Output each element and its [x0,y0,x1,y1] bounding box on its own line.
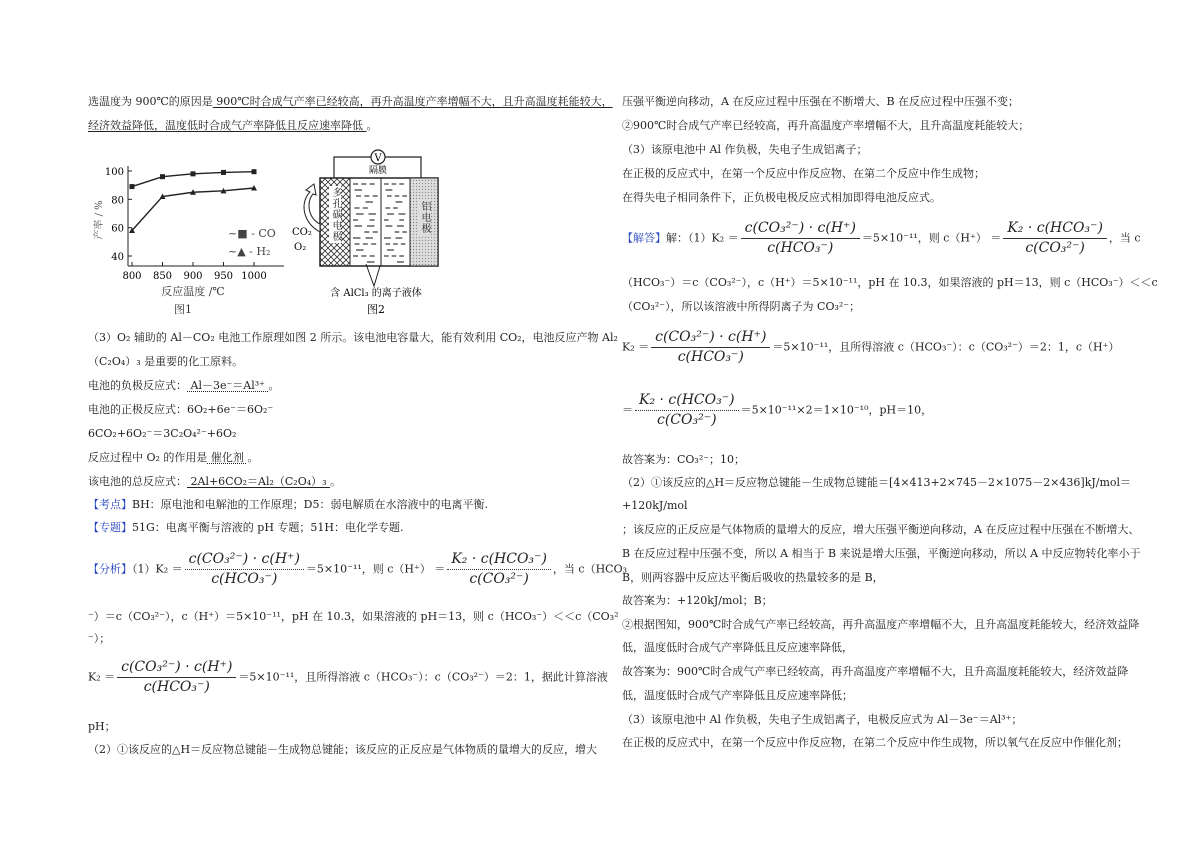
text-line [88,119,378,133]
text-line: pH； [88,720,116,733]
answer-blank: 催化剂 [207,451,248,464]
legend-h2: ~▲ - H₂ [228,245,271,258]
text-line: ⁻）； [88,632,111,645]
text: 选温度为 900℃的原因是 [88,95,213,108]
data-point [221,170,226,175]
x-tick-label: 950 [213,271,234,282]
text-line: B，则两容器中反应达平衡后吸收的热量较多的是 B， [622,571,884,584]
figure-caption: 图2 [367,303,385,316]
fraction [447,550,551,589]
kaodian-line [88,498,488,512]
text-line: ②900℃时合成气产率已经较高，再升高温度产率增幅不大，且升高温度耗能较大； [622,119,1030,132]
numerator: K₂ · c(HCO₃⁻) [1003,219,1107,239]
jieda-formula-line [622,219,1141,258]
answer-blank: 900℃时合成气产率已经较高，再升高温度产率增幅不大，且升高温度耗能较大， [212,95,613,108]
text-line: ②根据图知，900℃时合成气产率已经较高，再升高温度产率增幅不大，且升高温度耗能较大，经济效益降 [622,618,1140,631]
text-line: 在正极的反应式中，在第一个反应中作反应物，在第二个反应中作生成物，所以氧气在反应中作催化剂； [622,736,1128,749]
k2-formula-line [622,328,1119,367]
x-tick-label: 1000 [241,271,267,282]
text-line: 故答案为：900℃时合成气产率已经较高，再升高温度产率增幅不大，且升高温度耗能较大，经济效益降 [622,665,1129,678]
fraction [651,328,770,367]
text: K₂ ＝ [88,670,116,684]
text: ＝ [622,403,633,417]
section-tag: 【分析】 [88,562,132,576]
text-line: 故答案为：+120kJ/mol；B； [622,594,773,607]
denominator: c(HCO₃⁻) [677,349,744,365]
text-line: B 在反应过程中压强不变，所以 A 相当于 B 来说是增大压强，平衡逆向移动，所以 A 中反应物转化率小于 [622,547,1141,560]
text-line: ；该反应的正反应是气体物质的量增大的反应，增大压强平衡逆向移动，A 在反应过程中压强在不断增大、 [622,523,1140,536]
data-point [191,171,196,176]
numerator: c(CO₃²⁻) · c(H⁺) [741,219,860,239]
numerator: K₂ · c(HCO₃⁻) [447,550,551,570]
text: 。 [366,119,378,132]
numerator: c(CO₃²⁻) · c(H⁺) [651,328,770,348]
legend-co: ~■ - CO [228,227,276,240]
membrane-label: 隔膜 [368,166,388,176]
text-line [88,379,279,393]
figure-1-chart [88,140,288,320]
answer-blank: Al－3e⁻＝Al³⁺ [187,379,269,392]
text-line: 故答案为：CO₃²⁻；10； [622,453,746,466]
gas-co2-label: CO₂ [292,227,312,238]
text: 该电池的总反应式： [88,475,187,488]
fraction [741,219,860,258]
y-tick-label: 100 [104,167,124,178]
text: ＝5×10⁻¹¹×2＝1×10⁻¹⁰，pH＝10， [740,403,933,417]
numerator: c(CO₃²⁻) · c(H⁺) [117,658,236,678]
text: 解：（1）K₂ ＝ [666,231,739,245]
section-tag: 【专题】 [88,521,132,534]
section-tag: 【考点】 [88,498,132,511]
denominator: c(HCO₃⁻) [143,679,210,695]
y-tick-label: 80 [111,195,124,207]
text-line: （CO₃²⁻），所以该溶液中所得阴离子为 CO₃²⁻； [622,300,861,313]
numerator: K₂ · c(HCO₃⁻) [635,391,739,411]
text: ＝5×10⁻¹¹，且所得溶液 c（HCO₃⁻）：c（CO₃²⁻）＝2：1，据此计算溶液 [238,670,608,684]
text: ＝5×10⁻¹¹，则 c（H⁺） ＝ [861,231,1002,245]
data-point [160,174,165,179]
text: 电池的负极反应式： [88,379,187,392]
answer-blank: 经济效益降低，温度低时合成气产率降低且反应速率降低 [88,119,367,132]
text-line: 6CO₂+6O₂⁻＝3C₂O₄²⁻+6O₂ [88,427,237,440]
text-line: （2）①该反应的△H＝反应物总键能－生成物总键能；该反应的正反应是气体物质的量增大的反应，增大 [88,743,598,756]
text-line: +120kJ/mol [622,499,688,512]
text-line [88,95,613,109]
fraction [1003,219,1107,258]
fenxi-formula-line [88,550,627,589]
denominator: c(CO₃²⁻) [469,571,529,587]
text-line [88,451,258,465]
right-electrode-label: 铝电极 [419,201,430,234]
h-formula-line [622,391,932,430]
fraction [185,550,304,589]
text-line: ⁻）＝c（CO₃²⁻），c（H⁺）＝5×10⁻¹¹，pH 在 10.3，如果溶液的 pH＝13，则 c（HCO₃⁻）＜＜c（CO₃² [88,610,619,623]
data-point [130,184,135,189]
section-tag: 【解答】 [622,231,666,245]
denominator: c(CO₃²⁻) [1025,240,1085,256]
text: 51G：电离平衡与溶液的 pH 专题；51H：电化学专题. [132,521,404,534]
x-tick-label: 900 [183,271,203,282]
text: 。 [268,379,280,392]
numerator: c(CO₃²⁻) · c(H⁺) [185,550,304,570]
text: ，当 c（HCO₃ [552,562,628,576]
text-line: （C₂O₄）₃ 是重要的化工原料。 [88,355,244,368]
text-line: 压强平衡逆向移动，A 在反应过程中压强在不断增大、B 在反应过程中压强不变； [622,95,1020,108]
y-tick-label: 40 [111,252,124,263]
x-tick-label: 850 [152,271,173,282]
voltmeter-label: V [374,153,382,164]
denominator: c(HCO₃⁻) [767,240,834,256]
figure-caption: 图1 [174,303,192,316]
text-line: 低，温度低时合成气产率降低且反应速率降低； [622,689,853,702]
text-line: 低，温度低时合成气产率降低且反应速率降低， [622,641,853,654]
text: ，当 c [1108,231,1141,245]
text-line: （3）O₂ 辅助的 Al－CO₂ 电池工作原理如图 2 所示。该电池电容量大，能有效利用 CO₂，电池反应产物 Al₂ [88,331,618,344]
text-line: 在得失电子相同条件下，正负极电极反应式相加即得电池反应式。 [622,191,941,204]
zhuanti-line [88,521,404,535]
left-electrode-label: 多孔碳电极 [330,187,341,242]
text: 。 [330,475,342,488]
x-tick-label: 800 [122,271,142,282]
text: 反应过程中 O₂ 的作用是 [88,451,208,464]
text-line: （3）该原电池中 Al 作负极，失电子生成铝离子； [622,143,868,156]
text: ＝5×10⁻¹¹，且所得溶液 c（HCO₃⁻）：c（CO₃²⁻）＝2：1，c（H⁺） [772,340,1120,354]
text: ＝5×10⁻¹¹，则 c（H⁺） ＝ [305,562,446,576]
text-line: （HCO₃⁻）＝c（CO₃²⁻），c（H⁺）＝5×10⁻¹¹，pH 在 10.3，如果溶液的 pH＝13，则 c（HCO₃⁻）＜＜c [622,276,1158,289]
text-line: 电池的正极反应式：6O₂+6e⁻＝6O₂⁻ [88,403,274,416]
denominator: c(CO₃²⁻) [657,412,717,428]
text: K₂ ＝ [622,340,650,354]
answer-blank: 2Al+6CO₂＝Al₂（C₂O₄）₃ [187,475,331,488]
text-line: 在正极的反应式中，在第一个反应中作反应物、在第二个反应中作生成物； [622,167,985,180]
fraction [117,658,236,697]
k2-formula-line [88,658,608,697]
text: BH：原电池和电解池的工作原理；D5：弱电解质在水溶液中的电离平衡. [132,498,488,511]
denominator: c(HCO₃⁻) [211,571,278,587]
gas-flow-arrow-icon [304,184,320,232]
text-line [88,475,341,489]
y-axis-label: 产率 / % [94,200,105,240]
gas-o2-label: O₂ [294,242,307,253]
data-point [252,169,257,174]
text-line: （2）①该反应的△H＝反应物总键能－生成物总键能＝[4×413+2×745－2×1075－2×436]kJ/mol＝ [622,476,1132,489]
figure-2-battery-diagram [280,140,460,320]
text: （1）K₂ ＝ [132,562,183,576]
text: 。 [247,451,259,464]
electrolyte-label: 含 AlCl₃ 的离子液体 [330,288,422,299]
fraction [635,391,739,430]
text-line: （3）该原电池中 Al 作负极，失电子生成铝离子，电极反应式为 Al－3e⁻＝Al³⁺； [622,713,1023,726]
x-axis-label: 反应温度 /℃ [161,285,225,298]
y-tick-label: 60 [111,223,124,235]
